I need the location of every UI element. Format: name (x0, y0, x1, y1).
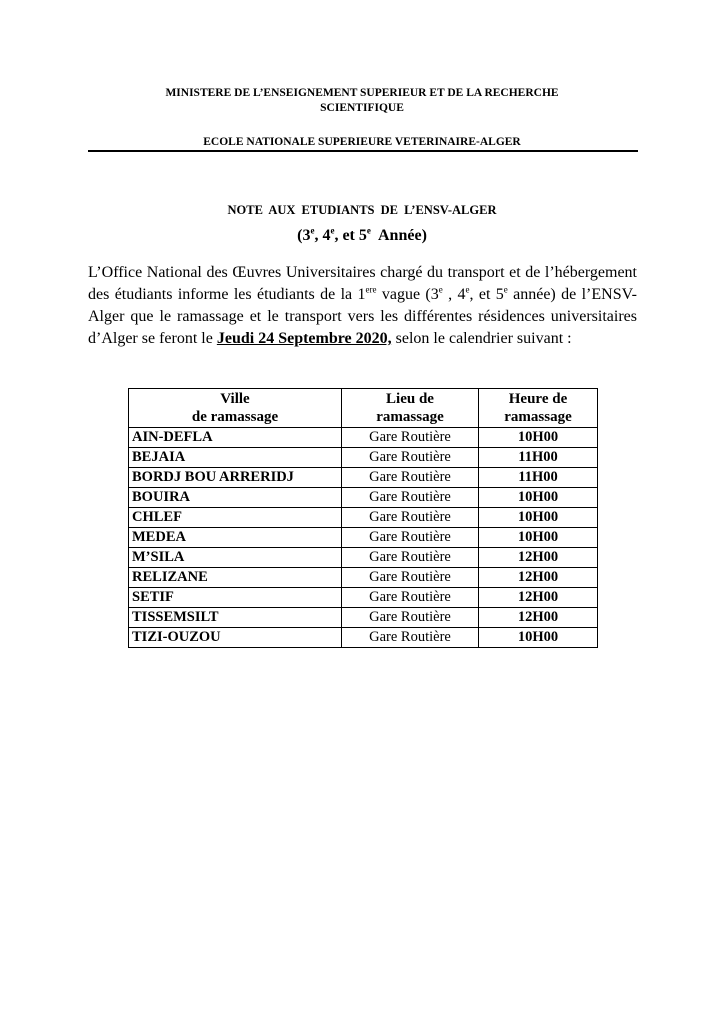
city-cell: RELIZANE (129, 568, 342, 588)
place-cell: Gare Routière (342, 428, 479, 448)
hour-cell: 10H00 (479, 528, 598, 548)
place-cell: Gare Routière (342, 608, 479, 628)
city-cell: M’SILA (129, 548, 342, 568)
table-row (129, 588, 598, 608)
hour-cell: 10H00 (479, 628, 598, 648)
table-row (129, 568, 598, 588)
body-sup-1: ere (365, 284, 377, 295)
header-city-line-1: Ville (220, 391, 250, 407)
body-part-6: selon le calendrier suivant : (391, 330, 572, 347)
header-place-line-1: Lieu de (386, 391, 434, 407)
body-sup-4: e (503, 284, 508, 295)
header-place (342, 389, 479, 428)
header-hour (479, 389, 598, 428)
city-cell: BEJAIA (129, 448, 342, 468)
body-sup-2: e (438, 284, 443, 295)
table-row (129, 548, 598, 568)
hour-cell: 12H00 (479, 588, 598, 608)
body-part-5: année) de l’ENSV-Alger que le ramassage et le transport vers les différentes résidences universitaires d’Alger se feront le (88, 286, 638, 347)
year-3-sup: e (310, 225, 315, 236)
hour-cell: 12H00 (479, 548, 598, 568)
school-name: ECOLE NATIONALE SUPERIEURE VETERINAIRE-ALGER (203, 136, 521, 148)
city-cell: CHLEF (129, 508, 342, 528)
table-row (129, 608, 598, 628)
table-row (129, 468, 598, 488)
ministry-header (88, 86, 636, 116)
city-cell: AIN-DEFLA (129, 428, 342, 448)
header-hour-line-2: ramassage (504, 409, 572, 425)
body-part-3: , 4 (442, 286, 466, 303)
hour-cell: 10H00 (479, 508, 598, 528)
pickup-date: Jeudi 24 Septembre 2020, (216, 330, 392, 347)
body-part-2: vague (3 (376, 286, 439, 303)
place-cell: Gare Routière (342, 628, 479, 648)
table-header-row (129, 389, 598, 428)
place-cell: Gare Routière (342, 468, 479, 488)
header-city-line-2: de ramassage (191, 409, 279, 425)
year-5: , et 5 (334, 227, 367, 244)
place-cell: Gare Routière (342, 568, 479, 588)
city-cell: TIZI-OUZOU (129, 628, 342, 648)
body-sup-3: e (465, 284, 470, 295)
city-cell: BORDJ BOU ARRERIDJ (129, 468, 342, 488)
ministry-line-2: SCIENTIFIQUE (320, 102, 404, 114)
header-city (129, 389, 342, 428)
place-cell: Gare Routière (342, 488, 479, 508)
place-cell: Gare Routière (342, 588, 479, 608)
table-row (129, 448, 598, 468)
hour-cell: 12H00 (479, 568, 598, 588)
announcement-paragraph (88, 262, 637, 350)
ministry-line-1: MINISTERE DE L’ENSEIGNEMENT SUPERIEUR ET DE LA RECHERCHE (165, 87, 559, 99)
hour-cell: 11H00 (479, 448, 598, 468)
pickup-schedule-table (128, 388, 598, 648)
city-cell: BOUIRA (129, 488, 342, 508)
city-cell: MEDEA (129, 528, 342, 548)
header-hour-line-1: Heure de (508, 391, 568, 407)
hour-cell: 11H00 (479, 468, 598, 488)
city-cell: TISSEMSILT (129, 608, 342, 628)
header-place-line-2: ramassage (376, 409, 444, 425)
header-divider (88, 150, 638, 152)
body-part-1: L’Office National des Œuvres Universitaires chargé du transport et de l’hébergement des étudiants informe les étudiants de la 1 (88, 264, 637, 303)
table-row (129, 528, 598, 548)
year-4-sup: e (330, 225, 335, 236)
years-subtitle: (3e, 4e, et 5e Année) (297, 225, 427, 244)
table-row (129, 488, 598, 508)
place-cell: Gare Routière (342, 508, 479, 528)
year-4: , 4 (314, 227, 331, 244)
place-cell: Gare Routière (342, 548, 479, 568)
place-cell: Gare Routière (342, 448, 479, 468)
hour-cell: 12H00 (479, 608, 598, 628)
body-part-4: , et 5 (469, 286, 504, 303)
hour-cell: 10H00 (479, 488, 598, 508)
place-cell: Gare Routière (342, 528, 479, 548)
year-5-sup: e (366, 225, 371, 236)
table-row (129, 428, 598, 448)
table-row (129, 508, 598, 528)
year-label: Année (378, 227, 422, 244)
table-row (129, 628, 598, 648)
year-3: 3 (302, 227, 311, 244)
hour-cell: 10H00 (479, 428, 598, 448)
city-cell: SETIF (129, 588, 342, 608)
note-title: NOTE AUX ETUDIANTS DE L’ENSV-ALGER (227, 203, 497, 217)
